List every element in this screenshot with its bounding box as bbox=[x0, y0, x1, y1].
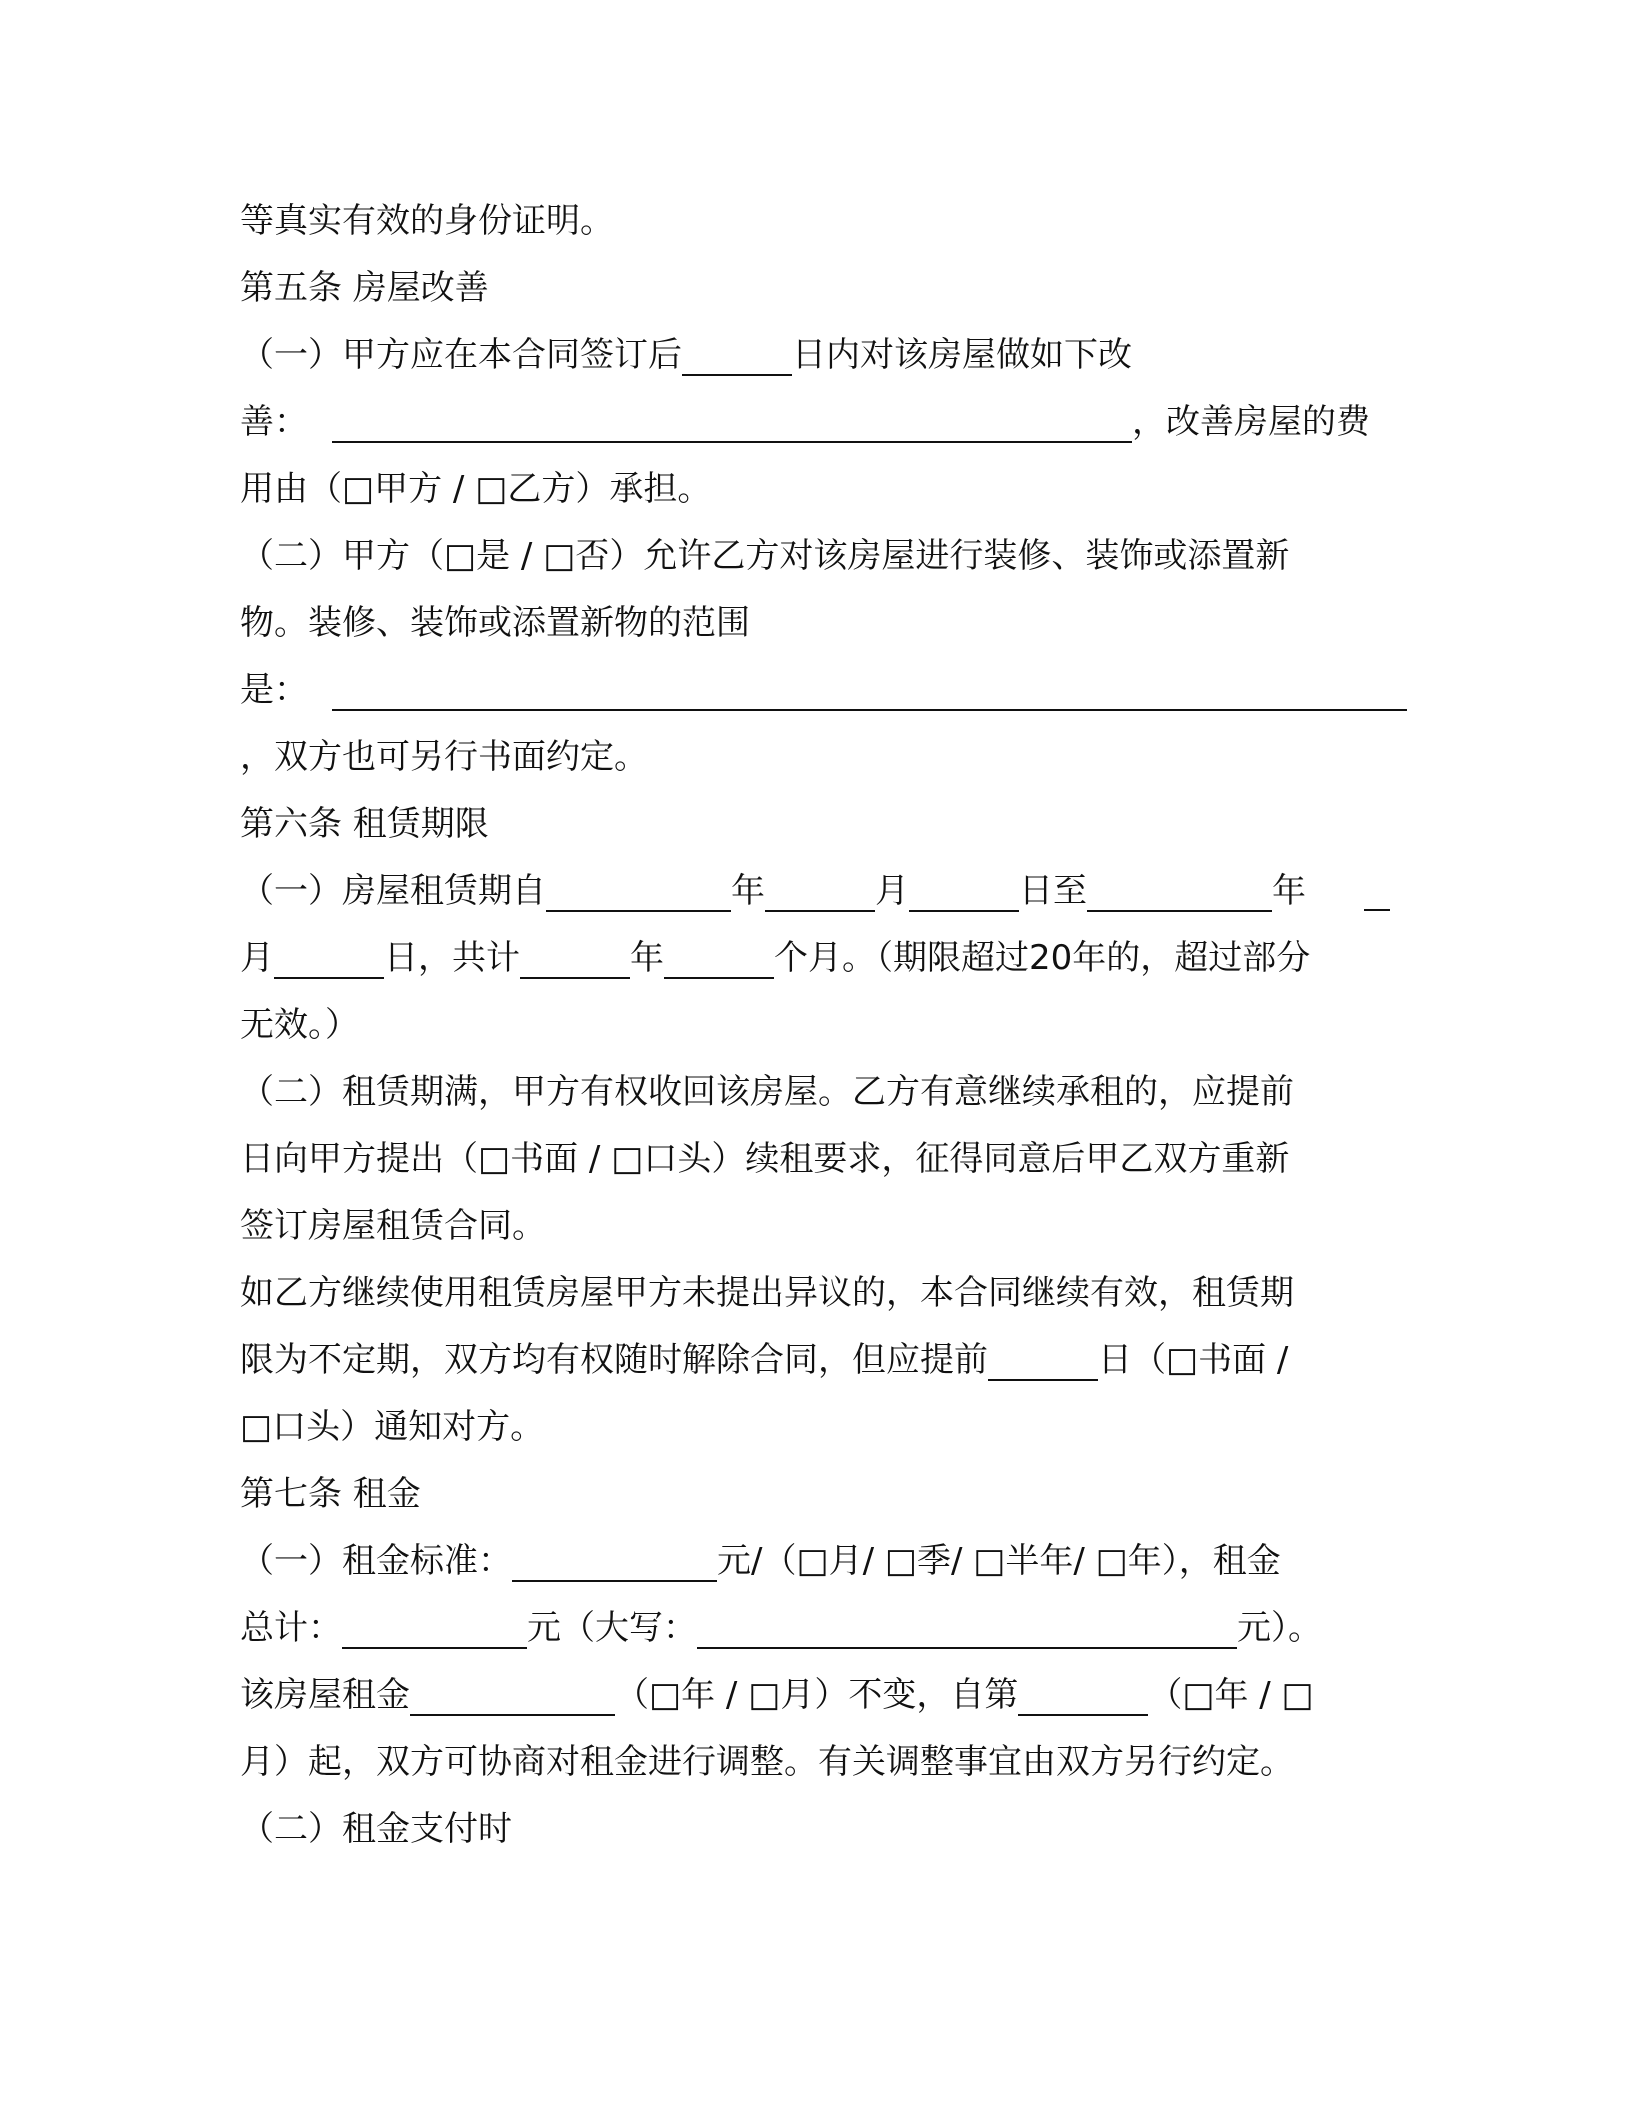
text: 元）。 bbox=[1237, 1608, 1322, 1648]
text: 日内对该房屋做如下改 bbox=[792, 335, 1132, 375]
text: 月）起，双方可协商对租金进行调整。有关调整事宜由双方另行约定。 bbox=[240, 1742, 1294, 1782]
text: （二）甲方（□是 / □否）允许乙方对该房屋进行装修、装饰或添置新 bbox=[240, 536, 1290, 576]
text: 签订房屋租赁合同。 bbox=[240, 1206, 546, 1246]
text: ，改善房屋的费 bbox=[1132, 402, 1370, 442]
text: 年 bbox=[630, 938, 664, 978]
text-line bbox=[240, 1059, 1390, 1126]
text: 该房屋租金 bbox=[240, 1675, 410, 1715]
heading-text: 第七条 租金 bbox=[240, 1474, 421, 1514]
text-line bbox=[240, 389, 1390, 456]
section-heading bbox=[240, 1461, 1390, 1528]
fill-blank[interactable] bbox=[332, 397, 1132, 443]
text-line bbox=[240, 1327, 1390, 1394]
text: 限为不定期，双方均有权随时解除合同，但应提前 bbox=[240, 1340, 988, 1380]
text-line bbox=[240, 1394, 1390, 1461]
text-line bbox=[240, 1662, 1390, 1729]
text-line bbox=[240, 1729, 1390, 1796]
text: 日至 bbox=[1019, 871, 1087, 911]
text-line bbox=[240, 1796, 1390, 1863]
fill-blank[interactable] bbox=[1087, 866, 1272, 912]
fill-blank[interactable] bbox=[274, 933, 384, 979]
fill-blank[interactable] bbox=[342, 1603, 527, 1649]
text: 总计： bbox=[240, 1608, 342, 1648]
document-body bbox=[240, 188, 1390, 1863]
text: ，双方也可另行书面约定。 bbox=[240, 737, 648, 777]
fill-blank[interactable] bbox=[332, 665, 1407, 711]
fill-blank[interactable] bbox=[546, 866, 731, 912]
text: （一）甲方应在本合同签订后 bbox=[240, 335, 682, 375]
text: 个月。（期限超过20年的，超过部分 bbox=[774, 938, 1311, 978]
text-line bbox=[240, 657, 1390, 724]
fill-blank[interactable] bbox=[682, 330, 792, 376]
text: （□年 / □ bbox=[1148, 1675, 1314, 1715]
fill-blank[interactable] bbox=[520, 933, 630, 979]
fill-blank[interactable] bbox=[1018, 1670, 1148, 1716]
text-line bbox=[240, 590, 1390, 657]
text: 如乙方继续使用租赁房屋甲方未提出异议的，本合同继续有效，租赁期 bbox=[240, 1273, 1294, 1313]
fill-blank[interactable] bbox=[909, 866, 1019, 912]
text: （二）租赁期满，甲方有权收回该房屋。乙方有意继续承租的，应提前 bbox=[240, 1072, 1294, 1112]
fill-blank[interactable] bbox=[664, 933, 774, 979]
text: 日向甲方提出（□书面 / □口头）续租要求，征得同意后甲乙双方重新 bbox=[240, 1139, 1290, 1179]
text-line bbox=[240, 1595, 1390, 1662]
text: （二）租金支付时 bbox=[240, 1809, 512, 1849]
text-line bbox=[240, 523, 1390, 590]
text: （一）租金标准： bbox=[240, 1541, 512, 1581]
text: 无效。） bbox=[240, 1005, 359, 1045]
heading-text: 第五条 房屋改善 bbox=[240, 268, 489, 308]
text: 用由（□甲方 / □乙方）承担。 bbox=[240, 469, 712, 509]
text: 是： bbox=[240, 670, 308, 710]
text-line bbox=[240, 188, 1390, 255]
text-line bbox=[240, 992, 1390, 1059]
text-line bbox=[240, 925, 1390, 992]
text: 等真实有效的身份证明。 bbox=[240, 201, 614, 241]
text-line bbox=[240, 1193, 1390, 1260]
text: 元/（□月/ □季/ □半年/ □年），租金 bbox=[717, 1541, 1281, 1581]
text-line bbox=[240, 1528, 1390, 1595]
fill-blank[interactable] bbox=[988, 1335, 1098, 1381]
text: 年 bbox=[1272, 871, 1306, 911]
text-line bbox=[240, 322, 1390, 389]
text: □口头）通知对方。 bbox=[240, 1407, 545, 1447]
text: 日（□书面 / bbox=[1098, 1340, 1289, 1380]
text-line bbox=[240, 456, 1390, 523]
text: 物。装修、装饰或添置新物的范围 bbox=[240, 603, 750, 643]
section-heading bbox=[240, 791, 1390, 858]
text-line bbox=[240, 1260, 1390, 1327]
fill-blank[interactable] bbox=[697, 1603, 1237, 1649]
fill-blank[interactable] bbox=[1364, 909, 1390, 911]
text-line bbox=[240, 724, 1390, 791]
text: 月 bbox=[875, 871, 909, 911]
heading-text: 第六条 租赁期限 bbox=[240, 804, 489, 844]
text-line bbox=[240, 1126, 1390, 1193]
text: 月 bbox=[240, 938, 274, 978]
text: 年 bbox=[731, 871, 765, 911]
fill-blank[interactable] bbox=[410, 1670, 615, 1716]
text: （□年 / □月）不变，自第 bbox=[615, 1675, 1019, 1715]
text: 善： bbox=[240, 402, 308, 442]
text: 元（大写： bbox=[527, 1608, 697, 1648]
fill-blank[interactable] bbox=[765, 866, 875, 912]
text-line bbox=[240, 858, 1390, 925]
text: 日，共计 bbox=[384, 938, 520, 978]
fill-blank[interactable] bbox=[512, 1536, 717, 1582]
text: （一）房屋租赁期自 bbox=[240, 871, 546, 911]
section-heading bbox=[240, 255, 1390, 322]
